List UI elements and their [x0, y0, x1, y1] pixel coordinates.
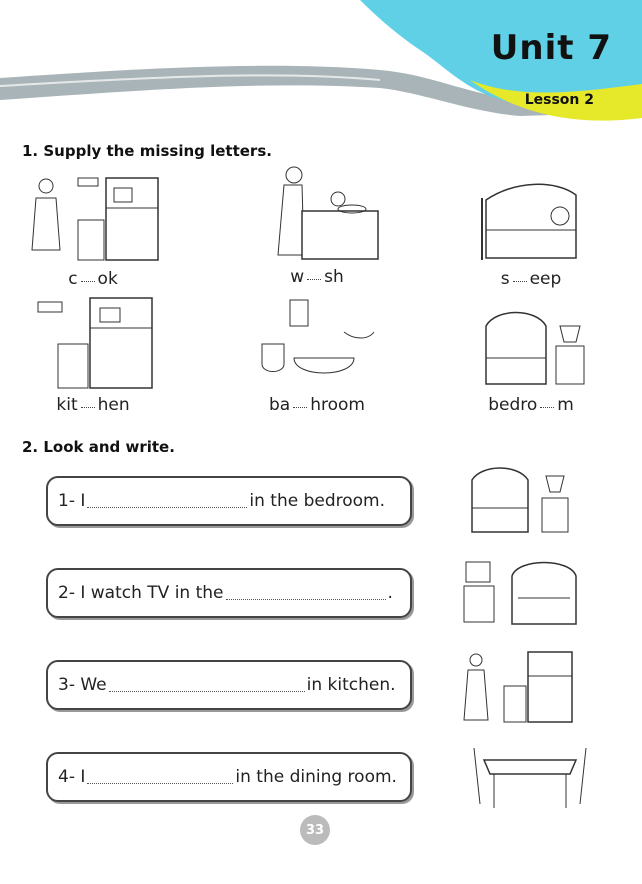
section1-title: 1. Supply the missing letters.: [22, 142, 272, 160]
section2-title: 2. Look and write.: [22, 438, 175, 456]
exercise1-item-1: [18, 170, 168, 289]
exercise1-item-5: [242, 296, 392, 415]
missing-letter-word: s eep: [500, 269, 562, 289]
missing-letter-word: ba hroom: [269, 395, 365, 415]
missing-letter-word: w sh: [290, 267, 344, 287]
dining-table-icon: [470, 738, 590, 818]
exercise1-item-3: [456, 170, 606, 289]
missing-letter-word: c ok: [68, 269, 118, 289]
bedroom-icon: [456, 296, 606, 391]
exercise1-item-2: [242, 158, 392, 287]
unit-title: Unit 7: [490, 28, 612, 68]
bathroom-icon: [242, 296, 392, 391]
sentence-box-2[interactable]: 2- I watch TV in the .: [46, 568, 412, 618]
missing-letter-word: kit hen: [56, 395, 130, 415]
sentence-box-4[interactable]: 4- I in the dining room.: [46, 752, 412, 802]
washing-dishes-icon: [242, 158, 392, 263]
missing-letter-word: bedro m: [488, 395, 574, 415]
sleeping-bed-icon: [456, 170, 606, 265]
exercise1-item-4: [18, 296, 168, 415]
kitchen-woman-icon: [462, 646, 582, 726]
lesson-title: Lesson 2: [524, 92, 594, 108]
page-number: 33: [300, 815, 330, 845]
exercise1-item-6: [456, 296, 606, 415]
sentence-box-3[interactable]: 3- We in kitchen.: [46, 660, 412, 710]
bedroom-icon: [462, 458, 582, 538]
kitchen-woman-icon: [18, 170, 168, 265]
sentence-box-1[interactable]: 1- I in the bedroom.: [46, 476, 412, 526]
living-room-icon: [462, 552, 582, 632]
kitchen-icon: [18, 296, 168, 391]
